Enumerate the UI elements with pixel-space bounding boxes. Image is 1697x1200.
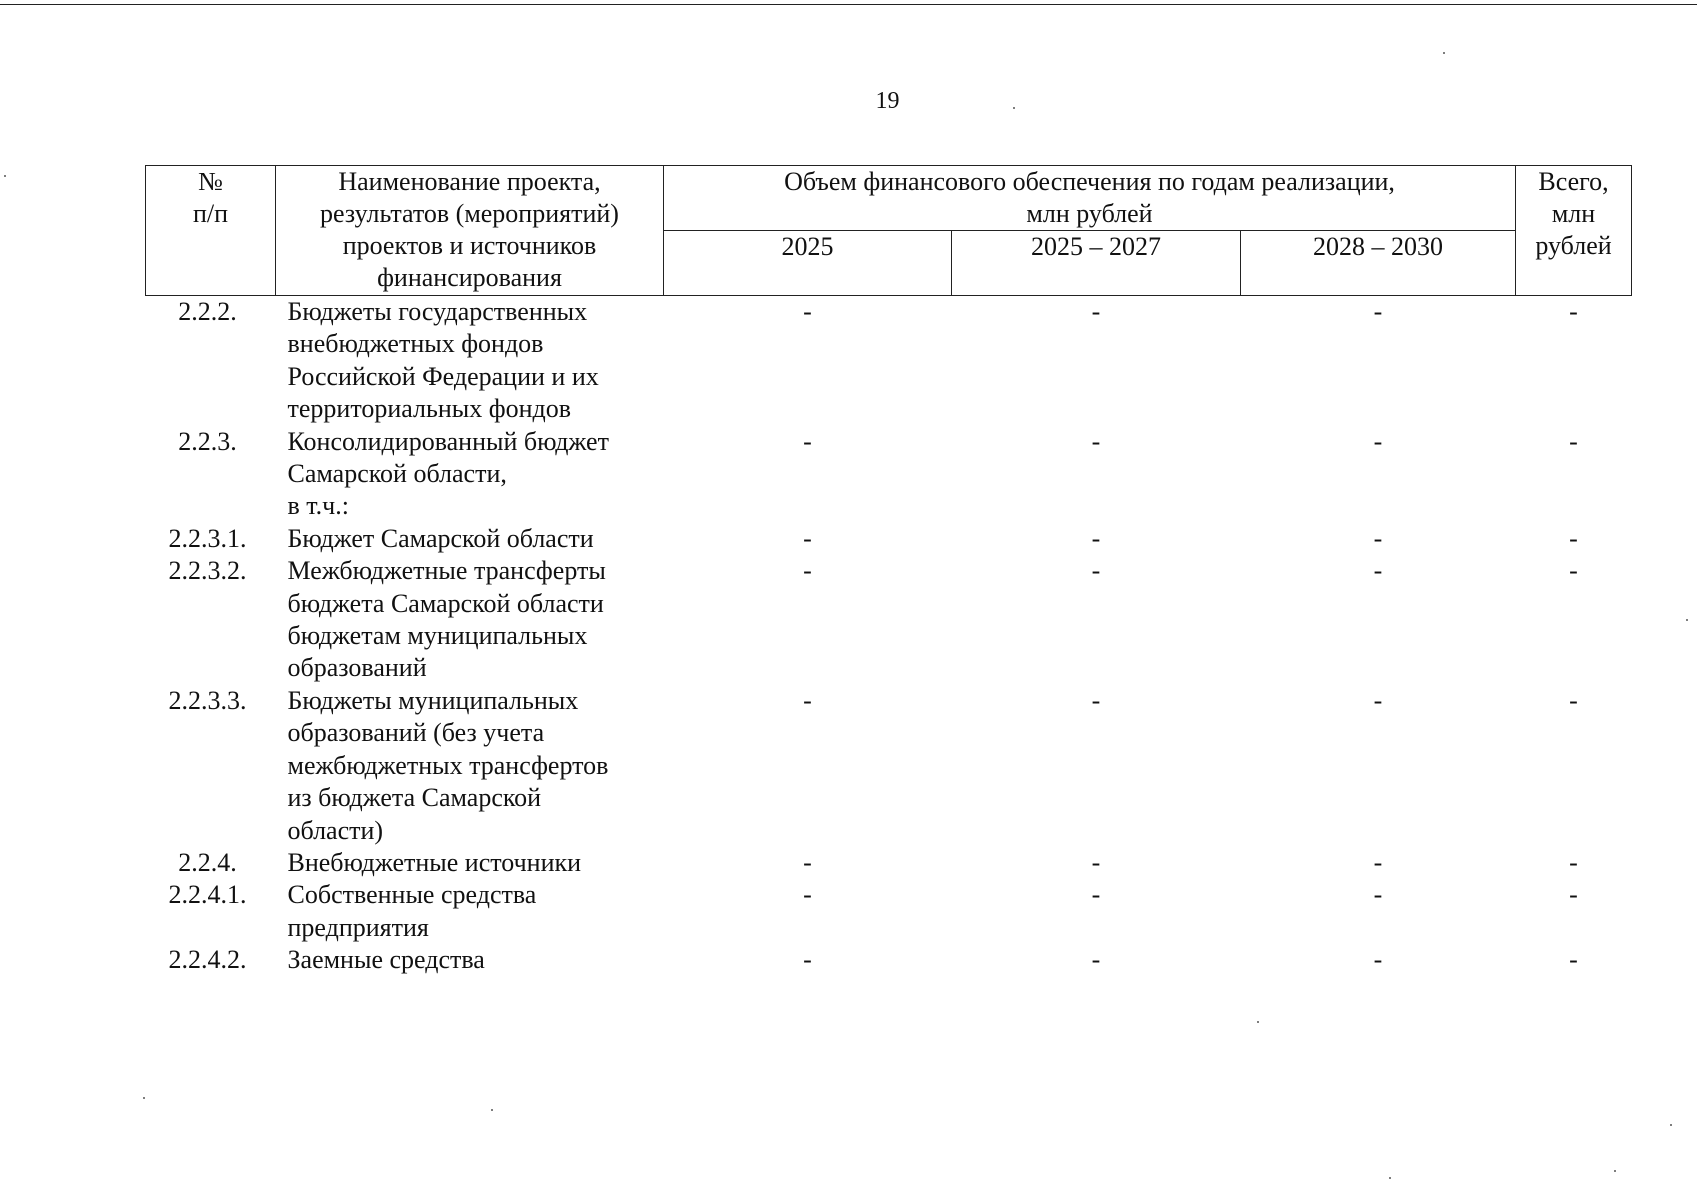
row-name-line: Самарской области,	[287, 459, 507, 489]
row-name-line: образований	[287, 653, 427, 683]
row-number: 2.2.4.1.	[168, 880, 247, 910]
row-name	[276, 555, 664, 685]
scan-speck	[143, 1097, 145, 1099]
value-total: -	[1569, 556, 1578, 586]
value-2025-2027: -	[1091, 880, 1101, 910]
row-name	[276, 847, 664, 879]
row-name-line: бюджета Самарской области	[287, 588, 604, 618]
value-2025: -	[803, 297, 812, 326]
row-number: 2.2.3.2.	[168, 556, 247, 586]
value-2028-2030: -	[1373, 426, 1383, 456]
row-number: 2.2.2.	[178, 297, 237, 326]
row-name-line: Консолидированный бюджет	[287, 426, 609, 456]
value-2025-2027: -	[1091, 556, 1101, 586]
header-year-2028-2030: 2028 – 2030	[1241, 231, 1516, 296]
value-total: -	[1569, 945, 1578, 975]
scan-speck	[1389, 1177, 1391, 1179]
scan-speck	[1443, 52, 1445, 54]
value-2028-2030: -	[1373, 685, 1383, 715]
row-name-line: межбюджетных трансфертов	[287, 750, 609, 780]
value-2025: -	[803, 945, 812, 975]
scan-speck	[1013, 107, 1015, 109]
top-rule	[0, 4, 1697, 5]
header-num: № п/п	[146, 166, 276, 296]
row-number: 2.2.4.	[178, 847, 237, 877]
scan-speck	[4, 175, 6, 177]
value-2025: -	[803, 880, 812, 910]
scan-speck	[1670, 1124, 1672, 1126]
row-number: 2.2.3.3.	[168, 685, 247, 715]
row-name-line: Бюджет Самарской области	[287, 523, 594, 553]
table-row	[146, 296, 1632, 426]
value-2028-2030: -	[1373, 945, 1383, 975]
value-2028-2030: -	[1373, 847, 1383, 877]
value-2028-2030: -	[1373, 523, 1383, 553]
row-name-line: Бюджеты государственных	[287, 297, 588, 326]
value-2028-2030: -	[1373, 297, 1383, 326]
row-name-line: образований (без учета	[287, 718, 545, 748]
row-number: 2.2.3.	[178, 426, 237, 456]
value-2028-2030: -	[1373, 880, 1383, 910]
value-total: -	[1569, 523, 1578, 553]
row-name-line: территориальных фондов	[287, 394, 571, 424]
row-name	[276, 685, 664, 847]
table-row	[146, 847, 1632, 879]
header-year-2025-2027: 2025 – 2027	[952, 231, 1241, 296]
table-header	[146, 166, 1632, 296]
table-row	[146, 426, 1632, 523]
value-total: -	[1569, 880, 1578, 910]
value-2025: -	[803, 847, 812, 877]
row-name	[276, 296, 664, 426]
row-name	[276, 879, 664, 944]
table-row	[146, 944, 1632, 976]
page-number: 19	[875, 88, 900, 114]
value-total: -	[1569, 297, 1578, 326]
scan-speck	[1257, 1021, 1259, 1023]
scan-speck	[491, 1109, 493, 1111]
value-total: -	[1569, 426, 1578, 456]
value-2025: -	[803, 523, 812, 553]
row-name-line: области)	[287, 815, 384, 845]
header-year-2025: 2025	[664, 231, 952, 296]
row-name-line: бюджетам муниципальных	[287, 621, 588, 651]
value-total: -	[1569, 685, 1578, 715]
row-name-line: внебюджетных фондов	[287, 329, 544, 359]
row-name-line: из бюджета Самарской	[287, 783, 542, 813]
value-2025-2027: -	[1091, 847, 1101, 877]
row-name-line: Внебюджетные источники	[287, 847, 582, 877]
scan-speck	[1614, 1170, 1616, 1172]
header-volume: Объем финансового обеспечения по годам реализации, млн рублей	[664, 166, 1516, 231]
table-row	[146, 685, 1632, 847]
header-total: Всего, млн рублей	[1516, 166, 1632, 296]
value-total: -	[1569, 847, 1578, 877]
scan-speck	[1686, 619, 1688, 621]
table-row	[146, 555, 1632, 685]
financing-table	[145, 165, 1632, 977]
row-number: 2.2.4.2.	[168, 945, 247, 975]
row-name-line: в т.ч.:	[287, 491, 349, 521]
table-body	[146, 296, 1632, 977]
value-2025-2027: -	[1091, 945, 1101, 975]
row-name	[276, 523, 664, 555]
value-2025-2027: -	[1091, 523, 1101, 553]
value-2025: -	[803, 685, 812, 715]
row-name	[276, 944, 664, 976]
row-number: 2.2.3.1.	[168, 523, 247, 553]
row-name-line: предприятия	[287, 912, 429, 942]
value-2025-2027: -	[1091, 426, 1101, 456]
row-name-line: Заемные средства	[287, 945, 485, 975]
table-row	[146, 523, 1632, 555]
row-name-line: Межбюджетные трансферты	[287, 556, 606, 586]
value-2025: -	[803, 556, 812, 586]
value-2025-2027: -	[1091, 297, 1101, 326]
value-2025: -	[803, 426, 812, 456]
row-name-line: Бюджеты муниципальных	[287, 685, 579, 715]
row-name-line: Российской Федерации и их	[287, 361, 599, 391]
value-2028-2030: -	[1373, 556, 1383, 586]
value-2025-2027: -	[1091, 685, 1101, 715]
row-name	[276, 426, 664, 523]
table-row	[146, 879, 1632, 944]
row-name-line: Собственные средства	[287, 880, 537, 910]
header-name: Наименование проекта, результатов (мероприятий) проектов и источников финансирования	[276, 166, 664, 296]
